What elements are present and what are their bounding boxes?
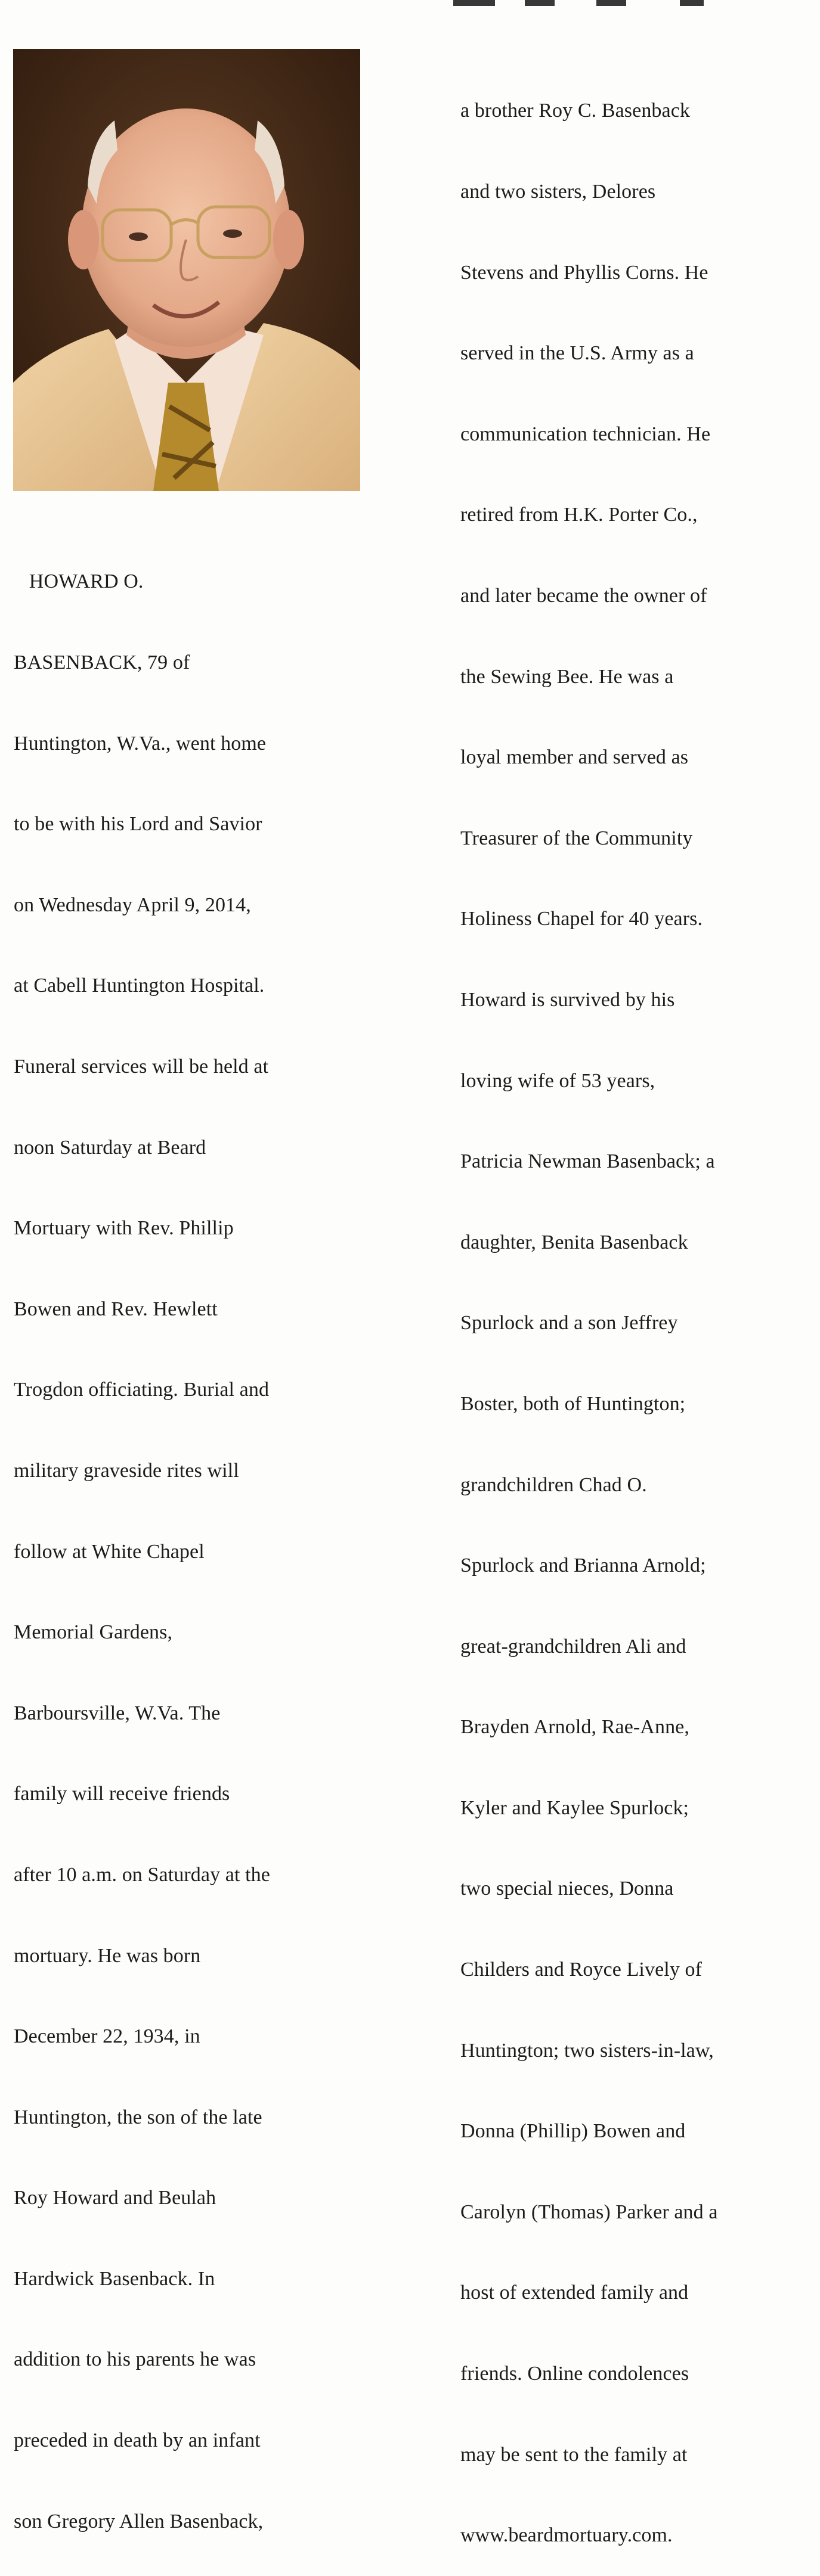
text-line: Donna (Phillip) Bowen and [460,2120,686,2143]
text-line: served in the U.S. Army as a [460,342,694,365]
text-line: loving wife of 53 years, [460,1069,655,1092]
obituary-right-column [460,44,794,2576]
text-line: www.beardmortuary.com. [460,2524,673,2547]
text-line: at Cabell Huntington Hospital. [14,974,265,997]
text-line: December 22, 1934, in [14,2025,200,2048]
text-line: preceded in death by an infant [14,2429,261,2452]
text-line: Kyler and Kaylee Spurlock; [460,1796,689,1819]
text-line: Treasurer of the Community [460,827,693,849]
text-line: noon Saturday at Beard [14,1136,206,1159]
text-line: retired from H.K. Porter Co., [460,504,698,526]
text-line: communication technician. He [460,423,711,445]
text-line: grandchildren Chad O. [460,1473,647,1496]
text-line: on Wednesday April 9, 2014, [14,893,251,916]
text-line: and two sisters, Delores [460,181,656,203]
text-line: Funeral services will be held at [14,1055,269,1078]
text-line: Holiness Chapel for 40 years. [460,908,703,930]
text-line: Stevens and Phyllis Corns. He [460,261,708,284]
text-line: Huntington; two sisters-in-law, [460,2039,714,2062]
text-line: loyal member and served as [460,746,689,769]
text-line: Howard is survived by his [460,988,675,1011]
obituary-left-column [14,514,336,2562]
text-line: and later became the owner of [460,584,707,607]
text-line: the Sewing Bee. He was a [460,665,674,688]
text-line: addition to his parents he was [14,2348,256,2371]
text-line: mortuary. He was born [14,1944,201,1967]
text-line: Childers and Royce Lively of [460,1959,703,1981]
text-line: after 10 a.m. on Saturday at the [14,1863,270,1886]
masthead-fragment [453,0,739,6]
text-line: a brother Roy C. Basenback [460,100,691,122]
text-line: Barboursville, W.Va. The [14,1702,221,1724]
text-line: host of extended family and [460,2282,689,2304]
text-line: Memorial Gardens, [14,1621,173,1644]
text-line: Bowen and Rev. Hewlett [14,1298,218,1320]
text-line: Huntington, the son of the late [14,2106,262,2128]
text-line: military graveside rites will [14,1459,239,1482]
text-line: Hardwick Basenback. In [14,2267,215,2290]
text-line: Roy Howard and Beulah [14,2187,216,2209]
text-line: Spurlock and a son Jeffrey [460,1312,678,1334]
text-line: two special nieces, Donna [460,1877,674,1900]
text-line: daughter, Benita Basenback [460,1231,688,1253]
text-line: to be with his Lord and Savior [14,813,262,836]
portrait-image [13,49,360,491]
text-line: family will receive friends [14,1783,230,1805]
portrait-photo [13,49,360,491]
text-line: Huntington, W.Va., went home [14,732,267,755]
text-line: Brayden Arnold, Rae-Anne, [460,1716,689,1739]
text-line: Carolyn (Thomas) Parker and a [460,2201,718,2223]
text-line: Trogdon officiating. Burial and [14,1379,270,1401]
text-line: friends. Online condolences [460,2363,689,2385]
text-line: HOWARD O. [14,570,144,593]
text-line: BASENBACK, 79 of [14,651,190,674]
text-line: may be sent to the family at [460,2443,688,2466]
text-line: great-grandchildren Ali and [460,1635,686,1658]
text-line: Mortuary with Rev. Phillip [14,1217,234,1240]
text-line: Spurlock and Brianna Arnold; [460,1554,706,1577]
text-line: son Gregory Allen Basenback, [14,2510,264,2532]
text-line: Boster, both of Huntington; [460,1392,686,1415]
text-line: follow at White Chapel [14,1540,205,1563]
text-line: Patricia Newman Basenback; a [460,1150,715,1173]
